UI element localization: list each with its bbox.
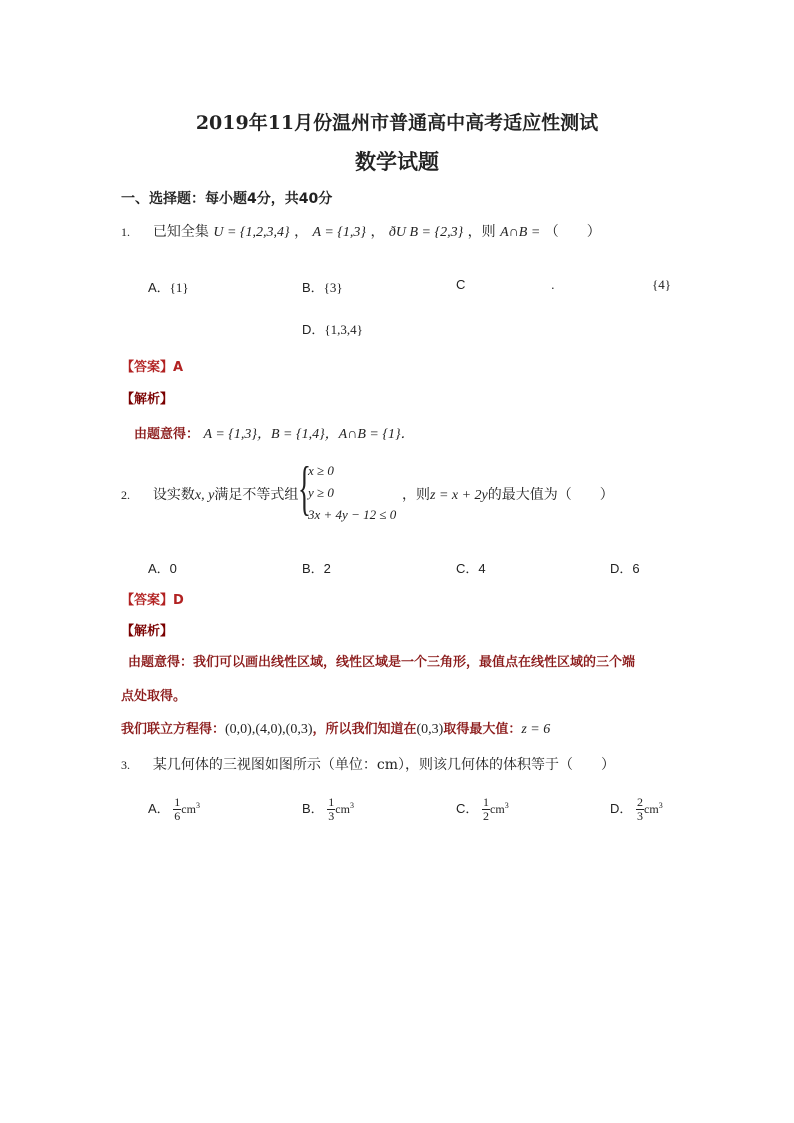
- unit: $cm^3$: [644, 800, 663, 816]
- option-value: 4: [478, 561, 486, 576]
- option-label: C．: [456, 561, 479, 576]
- option-a: [148, 796, 200, 823]
- option-value: 2: [323, 561, 331, 576]
- fraction: $\frac{1}{6}$: [174, 795, 181, 823]
- option-value: 6: [632, 561, 640, 576]
- option-label: D．: [610, 561, 633, 576]
- inequality-2: y ≥ 0: [308, 485, 334, 500]
- option-c-dot: .: [551, 277, 555, 292]
- question-number: 2.: [121, 488, 130, 502]
- option-value: {1,3,4}: [324, 322, 363, 337]
- section-heading: 一、选择题：每小题4分，共40分: [121, 191, 333, 207]
- math-expr: U = {1,2,3,4}: [213, 225, 290, 240]
- option-d: [302, 319, 363, 338]
- fraction: $\frac{1}{2}$: [483, 795, 490, 823]
- unit: $cm^3$: [181, 800, 200, 816]
- solution-line-1: 由题意得：我们可以画出线性区域，线性区域是一个三角形，最值点在线性区域的三个端: [128, 655, 636, 670]
- solution-text: ，所以我们知道在: [312, 722, 417, 737]
- option-label: B．: [302, 800, 324, 816]
- option-value: {3}: [323, 280, 343, 295]
- option-a: [148, 277, 189, 296]
- question-text: ，则: [402, 487, 430, 503]
- fraction: $\frac{1}{3}$: [328, 795, 335, 823]
- math-expr: A = {1,3}: [312, 225, 366, 240]
- question-number: 3.: [121, 758, 130, 772]
- math-expr: z = x + 2y: [430, 488, 488, 503]
- inequality-1: x ≥ 0: [308, 463, 334, 478]
- option-c: [456, 277, 465, 292]
- brace-symbol: {: [298, 455, 311, 521]
- question-1: [121, 221, 601, 241]
- question-2: [121, 484, 298, 504]
- solution-line-3: [121, 718, 550, 738]
- question-text: ，则: [467, 224, 496, 240]
- option-c-value: {4}: [652, 277, 671, 292]
- option-label: C．: [456, 800, 479, 816]
- question-text: 设实数: [152, 487, 195, 503]
- option-label: B．: [302, 280, 324, 295]
- solution: [134, 423, 415, 443]
- solution-text: 我们联立方程得：: [121, 722, 226, 737]
- solution-points: (0,0),(4,0),(0,3): [225, 722, 313, 737]
- option-b: [302, 796, 354, 823]
- option-label: A．: [148, 561, 170, 576]
- option-label: A．: [148, 280, 170, 295]
- page-title: 2019年11月份温州市普通高中高考适应性测试: [195, 112, 599, 134]
- question-text: 已知全集: [152, 224, 209, 240]
- question-2-tail: [402, 484, 614, 504]
- analysis-label: 【解析】: [121, 624, 174, 639]
- option-c: [456, 558, 486, 577]
- solution-point: (0,3): [416, 722, 444, 737]
- option-c: [456, 796, 509, 823]
- option-label: C: [456, 277, 466, 292]
- option-label: A．: [148, 800, 170, 816]
- option-label: B．: [302, 561, 324, 576]
- separator: ，: [370, 224, 385, 240]
- option-d: [610, 796, 663, 823]
- answer-label: 【答案】A: [121, 360, 184, 375]
- solution-text: 取得最大值：: [443, 722, 522, 737]
- solution-result: z = 6: [521, 722, 551, 737]
- option-value: 0: [169, 561, 177, 576]
- answer-label: 【答案】D: [121, 593, 184, 608]
- option-b: [302, 277, 343, 296]
- unit: $cm^3$: [335, 800, 354, 816]
- option-label: D．: [302, 322, 325, 337]
- question-text: 某几何体的三视图如图所示（单位：cm），则该几何体的体积等于（ ）: [152, 757, 616, 773]
- page-subtitle: 数学试题: [355, 149, 439, 174]
- separator: ，: [294, 224, 309, 240]
- question-text: 的最大值为（ ）: [487, 487, 614, 503]
- math-vars: x, y: [194, 488, 215, 503]
- option-value: {1}: [169, 280, 189, 295]
- question-number: 1.: [121, 225, 130, 239]
- question-text: 满足不等式组: [214, 487, 299, 503]
- solution-text: 由题意得：: [134, 427, 200, 442]
- option-a: [148, 558, 177, 577]
- option-b: [302, 558, 331, 577]
- option-d: [610, 558, 640, 577]
- math-expr: A∩B =: [500, 225, 541, 240]
- question-3: [121, 754, 615, 774]
- math-expr: ðU B = {2,3}: [388, 225, 464, 240]
- unit: $cm^3$: [490, 800, 509, 816]
- solution-math: A = {1,3}，B = {1,4}，A∩B = {1}．: [203, 427, 415, 442]
- option-label: D．: [610, 800, 633, 816]
- answer-paren: （ ）: [544, 224, 601, 240]
- inequality-3: 3x + 4y − 12 ≤ 0: [308, 507, 397, 522]
- fraction: $\frac{2}{3}$: [637, 795, 644, 823]
- analysis-label: 【解析】: [121, 392, 174, 407]
- solution-line-2: 点处取得。: [121, 689, 187, 704]
